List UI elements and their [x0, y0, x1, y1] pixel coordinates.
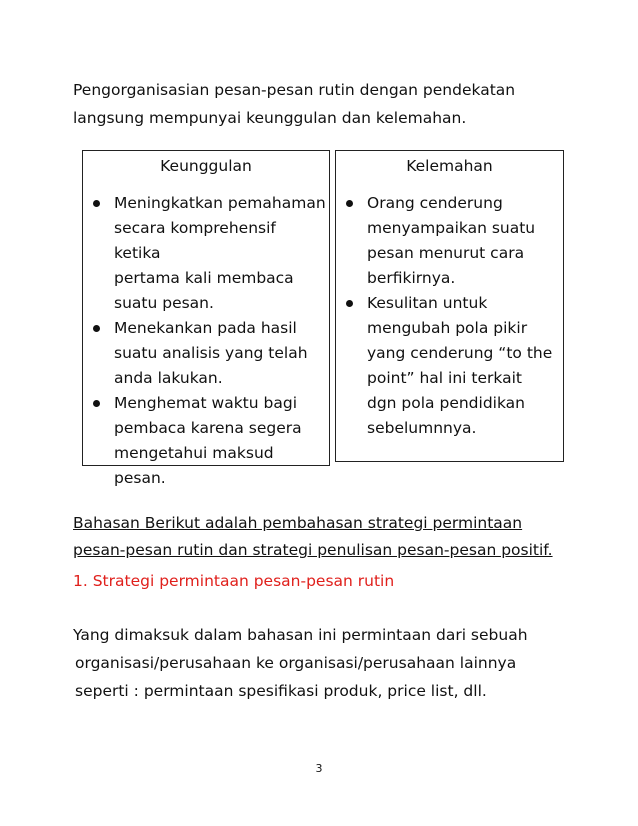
disadvantage-item — [342, 191, 561, 291]
advantage-item — [89, 316, 327, 391]
disadvantages-title: Kelemahan — [406, 157, 493, 175]
subheading-line: pesan-pesan rutin dan strategi penulisan pesan-pesan positif. — [73, 541, 553, 559]
item-line: Meningkatkan pemahaman — [114, 194, 326, 212]
advantages-box — [82, 150, 330, 487]
body-line: organisasi/perusahaan ke organisasi/perusahaan lainnya — [75, 654, 517, 672]
item-line: pembaca karena segera — [114, 419, 302, 437]
subheading — [73, 510, 593, 564]
advantages-list — [89, 191, 327, 491]
item-line: dgn pola pendidikan — [367, 394, 525, 412]
subheading-line: Bahasan Berikut adalah pembahasan strategi permintaan — [73, 514, 523, 532]
item-line: suatu pesan. — [114, 294, 214, 312]
bullet-icon — [93, 200, 100, 207]
item-line: pesan menurut cara — [367, 244, 525, 262]
intro-paragraph — [73, 76, 573, 132]
item-line: mengubah pola pikir — [367, 319, 528, 337]
item-line: suatu analisis yang telah — [114, 344, 308, 362]
item-line: Kesulitan untuk — [367, 294, 488, 312]
bullet-icon — [346, 300, 353, 307]
bullet-icon — [93, 400, 100, 407]
bullet-icon — [93, 325, 100, 332]
advantage-item — [89, 391, 327, 491]
section-title: 1. Strategi permintaan pesan-pesan rutin — [73, 572, 395, 590]
item-line: yang cenderung “to the — [367, 344, 553, 362]
disadvantages-list — [342, 191, 561, 441]
item-line: berfikirnya. — [367, 269, 456, 287]
intro-line: langsung mempunyai keunggulan dan kelemahan. — [73, 109, 467, 127]
advantage-item — [89, 191, 327, 316]
disadvantages-box — [335, 150, 564, 462]
advantages-title: Keunggulan — [160, 157, 252, 175]
item-line: Menghemat waktu bagi — [114, 394, 297, 412]
item-line: pertama kali membaca — [114, 269, 294, 287]
intro-line: Pengorganisasian pesan-pesan rutin dengan pendekatan — [73, 81, 516, 99]
item-line: mengetahui maksud pesan. — [114, 444, 274, 487]
item-line: sebelumnnya. — [367, 419, 477, 437]
item-line: menyampaikan suatu — [367, 219, 536, 237]
item-line: secara komprehensif ketika — [114, 219, 276, 262]
disadvantage-item — [342, 291, 561, 441]
body-line: Yang dimaksuk dalam bahasan ini permintaan dari sebuah — [73, 626, 528, 644]
item-line: point” hal ini terkait — [367, 369, 522, 387]
bullet-icon — [346, 200, 353, 207]
body-line: seperti : permintaan spesifikasi produk, price list, dll. — [75, 682, 487, 700]
item-line: Orang cenderung — [367, 194, 503, 212]
item-line: Menekankan pada hasil — [114, 319, 297, 337]
body-paragraph — [73, 621, 593, 705]
item-line: anda lakukan. — [114, 369, 223, 387]
page-number: 3 — [315, 762, 323, 775]
